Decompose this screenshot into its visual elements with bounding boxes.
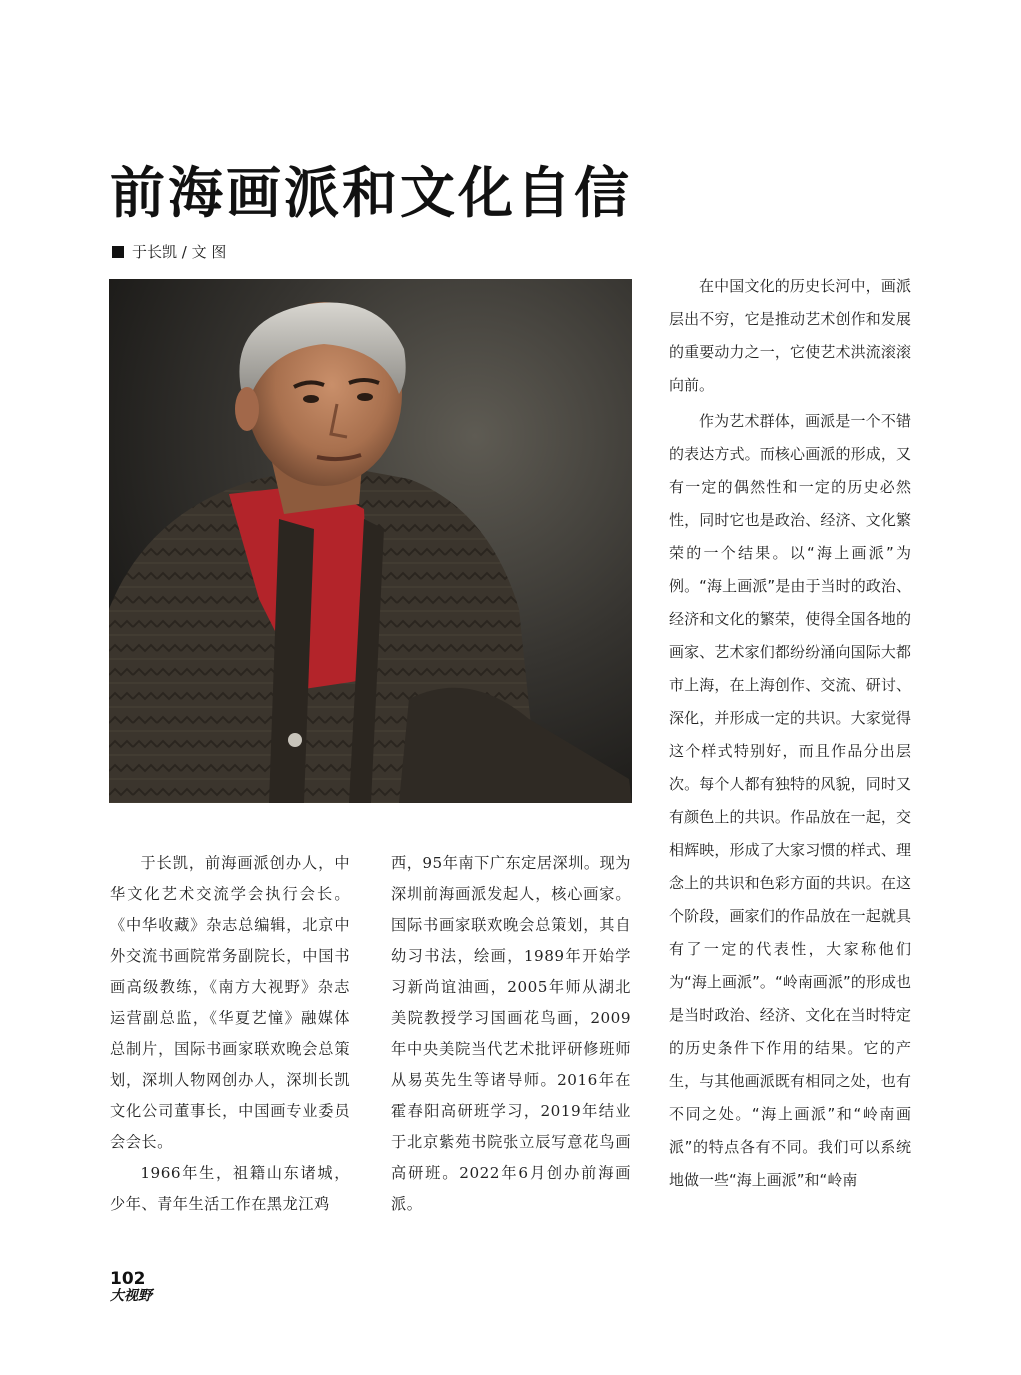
bio-paragraph: 西，95年南下广东定居深圳。现为深圳前海画派发起人，核心画家。国际书画家联欢晚会总策划，其自幼习书法，绘画，1989年开始学习新尚谊油画，2005年师从湖北美院教授学习国画花鸟画，2009年中央美院当代艺术批评研修班师从易英先生等诸导师。2016年在霍春阳高研班学习，2019年结业于北京紫苑书院张立辰写意花鸟画高研班。2022年6月创办前海画派。 bbox=[391, 854, 631, 1213]
bio-column-left bbox=[110, 848, 350, 1220]
bio-paragraph: 1966年生，祖籍山东诸城，少年、青年生活工作在黑龙江鸡 bbox=[110, 1164, 350, 1213]
article-body bbox=[669, 270, 911, 1200]
bio-paragraph: 于长凯，前海画派创办人，中华文化艺术交流学会执行会长。《中华收藏》杂志总编辑，北京中外交流书画院常务副院长，中国书画高级教练，《南方大视野》杂志运营副总监，《华夏艺憧》融媒体总制片，国际书画家联欢晚会总策划，深圳人物网创办人，深圳长凯文化公司董事长，中国画专业委员会会长。 bbox=[110, 854, 350, 1151]
button-icon bbox=[288, 733, 302, 747]
eye bbox=[357, 393, 373, 401]
square-bullet-icon bbox=[112, 246, 124, 258]
portrait-illustration bbox=[109, 279, 632, 803]
byline bbox=[112, 241, 226, 263]
page-number: 102 bbox=[110, 1269, 146, 1289]
eye bbox=[303, 395, 319, 403]
byline-text: 于长凯 / 文 图 bbox=[132, 243, 227, 261]
article-title: 前海画派和文化自信 bbox=[110, 160, 633, 225]
ear bbox=[235, 387, 259, 431]
bio-column-middle bbox=[391, 848, 631, 1220]
body-paragraph: 作为艺术群体，画派是一个不错的表达方式。而核心画派的形成，又有一定的偶然性和一定的历史必然性，同时它也是政治、经济、文化繁荣的一个结果。以“海上画派”为例。“海上画派”是由于当时的政治、经济和文化的繁荣，使得全国各地的画家、艺术家们都纷纷涌向国际大都市上海，在上海创作、交流、研讨、深化，并形成一定的共识。大家觉得这个样式特别好，而且作品分出层次。每个人都有独特的风貌，同时又有颜色上的共识。作品放在一起，交相辉映，形成了大家习惯的样式、理念上的共识和色彩方面的共识。在这个阶段，画家们的作品放在一起就具有了一定的代表性，大家称他们为“海上画派”。“岭南画派”的形成也是当时政治、经济、文化在当时特定的历史条件下作用的结果。它的产生，与其他画派既有相同之处，也有不同之处。“海上画派”和“岭南画派”的特点各有不同。我们可以系统地做一些“海上画派”和“岭南 bbox=[669, 412, 911, 1189]
portrait-photo bbox=[109, 279, 632, 803]
body-paragraph: 在中国文化的历史长河中，画派层出不穷，它是推动艺术创作和发展的重要动力之一，它使艺术洪流滚滚向前。 bbox=[669, 277, 911, 394]
page-folio bbox=[110, 1270, 152, 1304]
magazine-logo: 大视野 bbox=[110, 1288, 152, 1304]
